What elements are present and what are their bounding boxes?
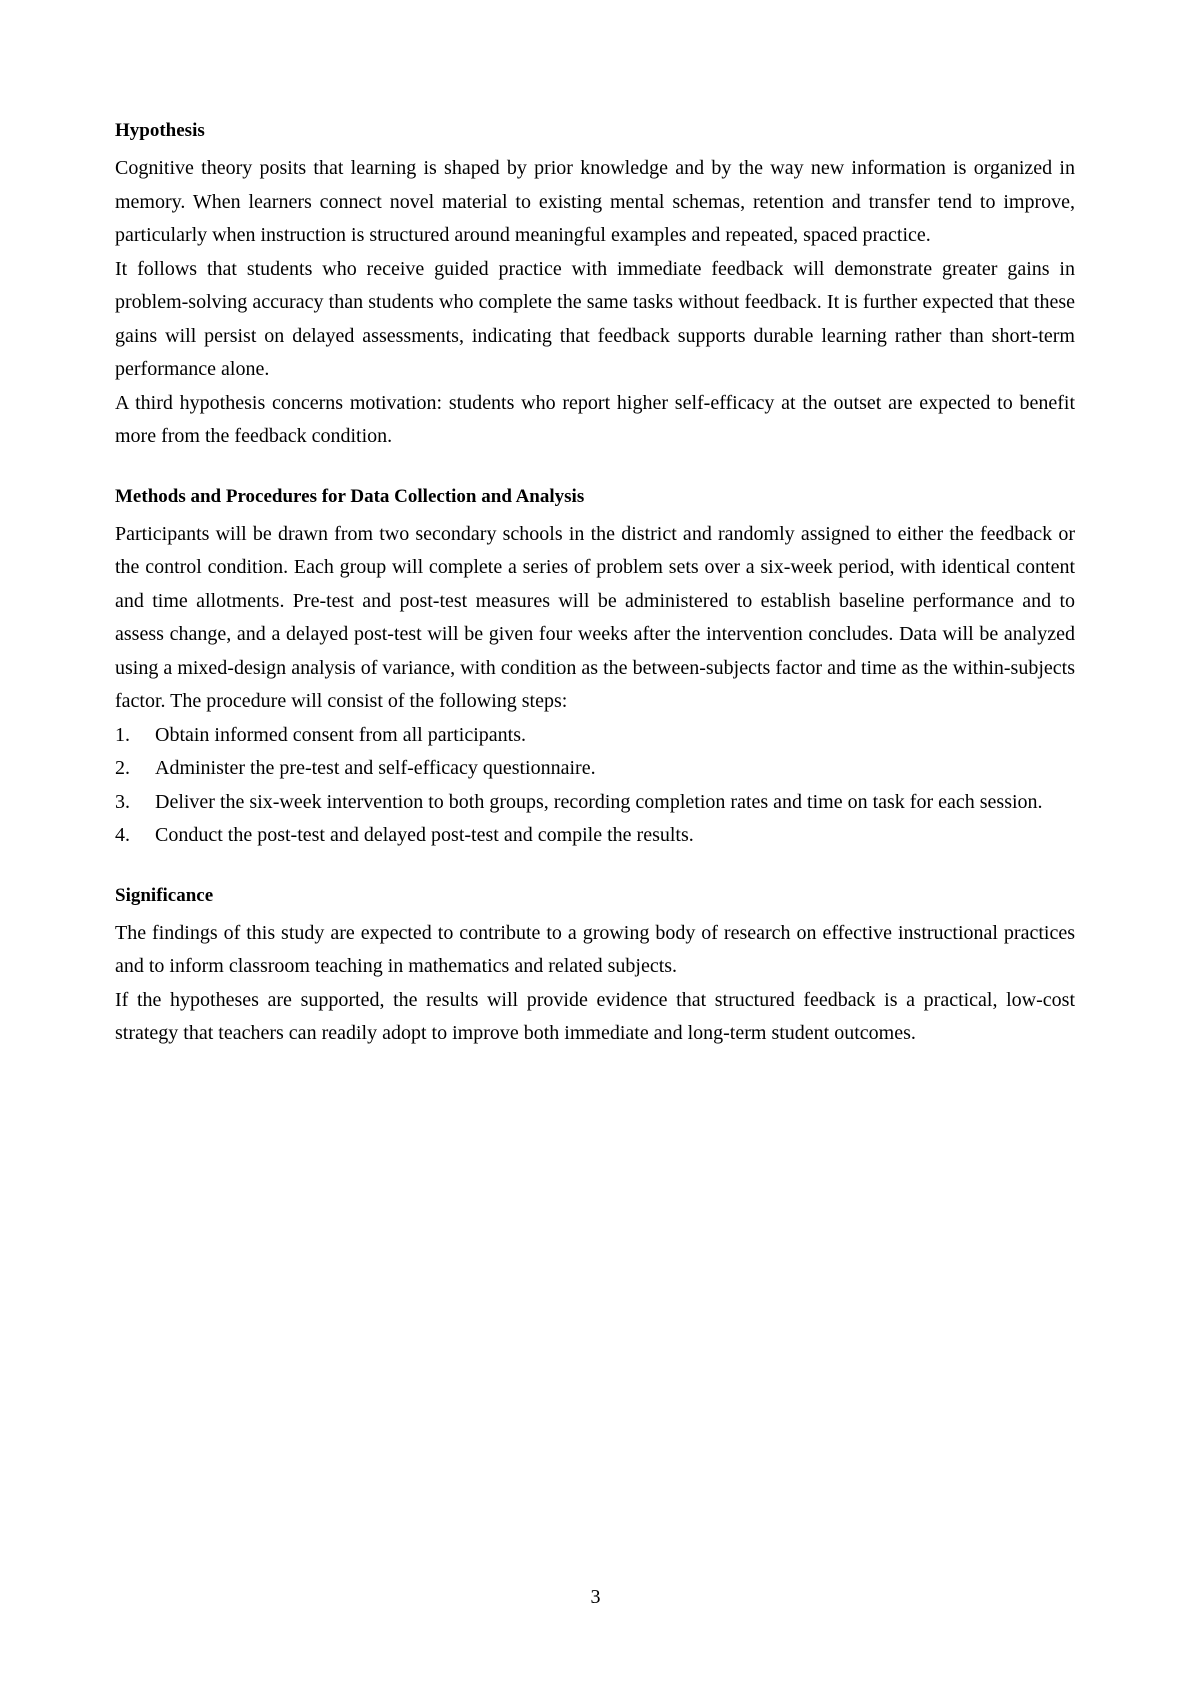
- page-number: 3: [590, 1586, 601, 1608]
- section-hypothesis: [115, 118, 1075, 454]
- section-methods: [115, 484, 1075, 853]
- section-heading: Hypothesis: [115, 120, 205, 141]
- list-item: 3. Deliver the six-week intervention to both groups, recording completion rates and time on task for each session.: [115, 786, 1075, 820]
- paragraph: Cognitive theory posits that learning is shaped by prior knowledge and by the way new information is organized in memory. When learners connect novel material to existing mental schemas, retention and transfer tend to improve, particularly when instruction is structured around meaningful examples and repeated, spaced practice.: [115, 157, 1075, 246]
- list-number: 2.: [115, 757, 130, 779]
- paragraph: The findings of this study are expected to contribute to a growing body of research on effective instructional practices and to inform classroom teaching in mathematics and related subjects.: [115, 921, 1075, 977]
- list-item: 2. Administer the pre-test and self-efficacy questionnaire.: [115, 752, 1075, 786]
- list-number: 3.: [115, 790, 130, 813]
- section-significance: [115, 883, 1075, 1051]
- document-body: [115, 118, 1075, 1051]
- paragraph: If the hypotheses are supported, the results will provide evidence that structured feedback is a practical, low-cost strategy that teachers can readily adopt to improve both immediate and long-term student outcomes.: [115, 988, 1075, 1044]
- paragraph: A third hypothesis concerns motivation: students who report higher self-efficacy at the outset are expected to benefit more from the feedback condition.: [115, 391, 1075, 447]
- list-item: 4. Conduct the post-test and delayed post-test and compile the results.: [115, 819, 1075, 853]
- list-number: 1.: [115, 723, 130, 746]
- list-number: 4.: [115, 824, 130, 846]
- list-item: 1. Obtain informed consent from all participants.: [115, 719, 1075, 753]
- procedure-list: [115, 719, 1075, 853]
- paragraph: It follows that students who receive guided practice with immediate feedback will demonstrate greater gains in problem-solving accuracy than students who complete the same tasks without feedback. It is further expected that these gains will persist on delayed assessments, indicating that feedback supports durable learning rather than short-term performance alone.: [115, 257, 1075, 380]
- section-heading: Methods and Procedures for Data Collection and Analysis: [115, 485, 585, 507]
- paragraph: Participants will be drawn from two secondary schools in the district and randomly assigned to either the feedback or the control condition. Each group will complete a series of problem sets over a six-week period, with identical content and time allotments. Pre-test and post-test measures will be administered to establish baseline performance and to assess change, and a delayed post-test will be given four weeks after the intervention concludes. Data will be analyzed using a mixed-design analysis of variance, with condition as the between-subjects factor and time as the within-subjects factor. The procedure will consist of the following steps:: [115, 522, 1075, 712]
- section-heading: Significance: [115, 884, 214, 906]
